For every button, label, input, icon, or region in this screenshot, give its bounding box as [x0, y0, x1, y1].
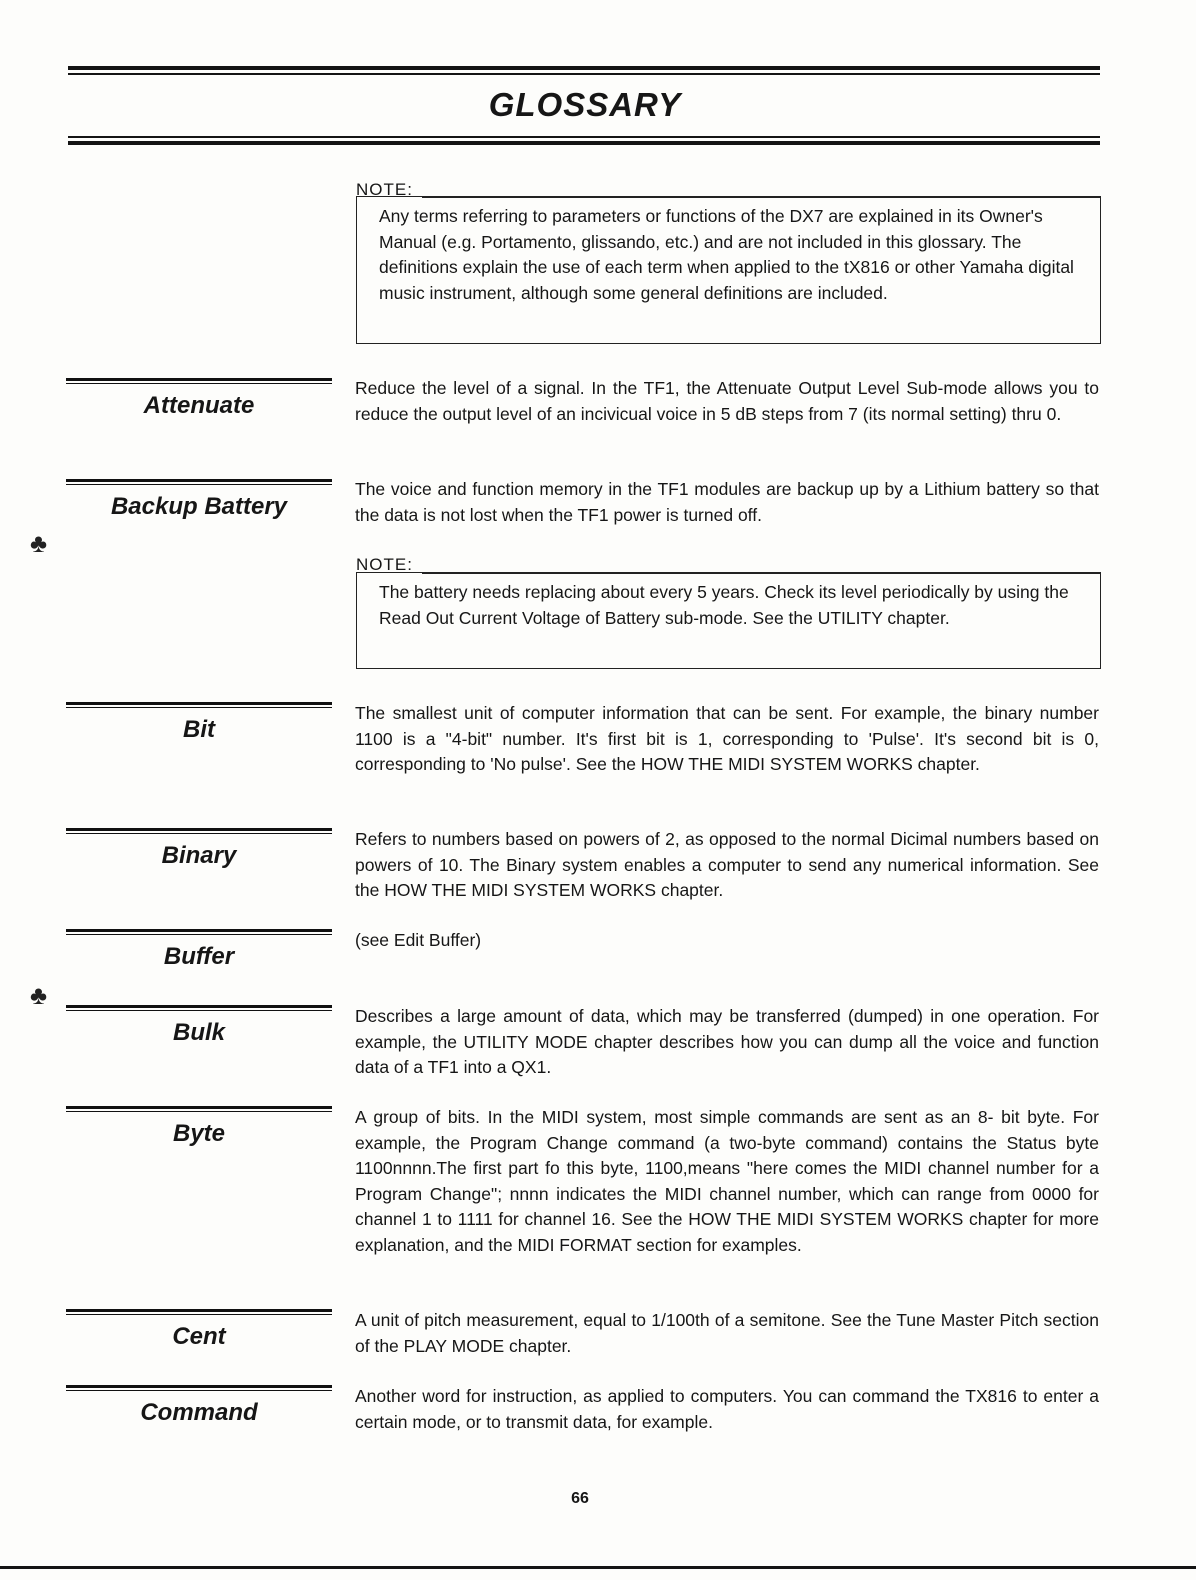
glossary-term: [66, 828, 332, 870]
term-name: Command: [140, 1399, 258, 1426]
binder-hole-mark: ♣: [30, 528, 48, 558]
term-definition: Refers to numbers based on powers of 2, as opposed to the normal Dicimal numbers based on powers of 10. The Binary system enables a computer to send any numerical information. See the HOW THE MIDI SYSTEM WORKS chapter.: [355, 829, 1099, 900]
term-definition: Reduce the level of a signal. In the TF1, the Attenuate Output Level Sub-mode allows you to reduce the output level of an incivicual voice in 5 dB steps from 7 (its normal setting) thru 0.: [355, 378, 1099, 424]
term-name: Bit: [183, 716, 215, 743]
note-box: The battery needs replacing about every 5 years. Check its level periodically by using the Read Out Current Voltage of Battery sub-mode. See the UTILITY chapter.: [356, 572, 1101, 669]
term-name: Byte: [172, 1120, 226, 1147]
glossary-term: [66, 1106, 332, 1148]
term-name: Backup Battery: [110, 493, 288, 520]
binder-hole-mark: ♣: [30, 980, 48, 1010]
glossary-term: [66, 1309, 332, 1351]
glossary-term: [66, 378, 332, 420]
page-title: GLOSSARY: [488, 86, 682, 123]
note-box: Any terms referring to parameters or functions of the DX7 are explained in its Owner's Manual (e.g. Portamento, glissando, etc.) and are not included in this glossary. The definitions explain the use of each term when applied to the tX816 or other Yamaha digital music instrument, although some general definitions are included.: [356, 196, 1101, 344]
header-rule-top-thin: [68, 73, 1100, 75]
glossary-term: [66, 1385, 332, 1427]
term-definition: (see Edit Buffer): [355, 930, 482, 950]
term-definition: Another word for instruction, as applied to computers. You can command the TX816 to enter a certain mode, or to transmit data, for example.: [355, 1386, 1099, 1432]
header-rule-bottom-thin: [68, 136, 1100, 138]
term-definition: A unit of pitch measurement, equal to 1/100th of a semitone. See the Tune Master Pitch section of the PLAY MODE chapter.: [355, 1310, 1099, 1356]
term-name: Bulk: [172, 1019, 225, 1046]
header-rule-bottom: [68, 141, 1100, 145]
term-definition: The voice and function memory in the TF1 modules are backup up by a Lithium battery so that the data is not lost when the TF1 power is turned off.: [355, 479, 1099, 525]
term-name: Attenuate: [143, 392, 255, 419]
term-definition: Describes a large amount of data, which may be transferred (dumped) in one operation. For example, the UTILITY MODE chapter describes how you can dump all the voice and function data of a TF1 into a QX1.: [355, 1006, 1099, 1077]
term-name: Cent: [172, 1323, 226, 1350]
note-label: NOTE:: [356, 555, 413, 574]
glossary-term: [66, 479, 332, 521]
note-label: NOTE:: [356, 180, 413, 199]
term-definition: A group of bits. In the MIDI system, most simple commands are sent as an 8- bit byte. For example, the Program Change command (a two-byte command) contains the Status byte 1100nnnn.The first part fo this byte, 1100,means "here comes the MIDI channel number for a Program Change"; nnnn indicates the MIDI channel number, which can range from 0000 for channel 1 to 1111 for channel 16. See the HOW THE MIDI SYSTEM WORKS chapter for more explanation, and the MIDI FORMAT section for examples.: [355, 1107, 1099, 1255]
term-name: Buffer: [163, 943, 235, 970]
term-name: Binary: [161, 842, 237, 869]
glossary-term: [66, 1005, 332, 1047]
bottom-edge-rule: [0, 1566, 1196, 1569]
glossary-term: [66, 702, 332, 744]
page-number: 66: [571, 1490, 589, 1507]
term-definition: The smallest unit of computer information that can be sent. For example, the binary number 1100 is a "4-bit" number. It's first bit is 1, corresponding to 'Pulse'. It's second bit is 0, corresponding to 'No pulse'. See the HOW THE MIDI SYSTEM WORKS chapter.: [355, 703, 1099, 774]
header-rule-top: [68, 66, 1100, 70]
glossary-term: [66, 929, 332, 971]
